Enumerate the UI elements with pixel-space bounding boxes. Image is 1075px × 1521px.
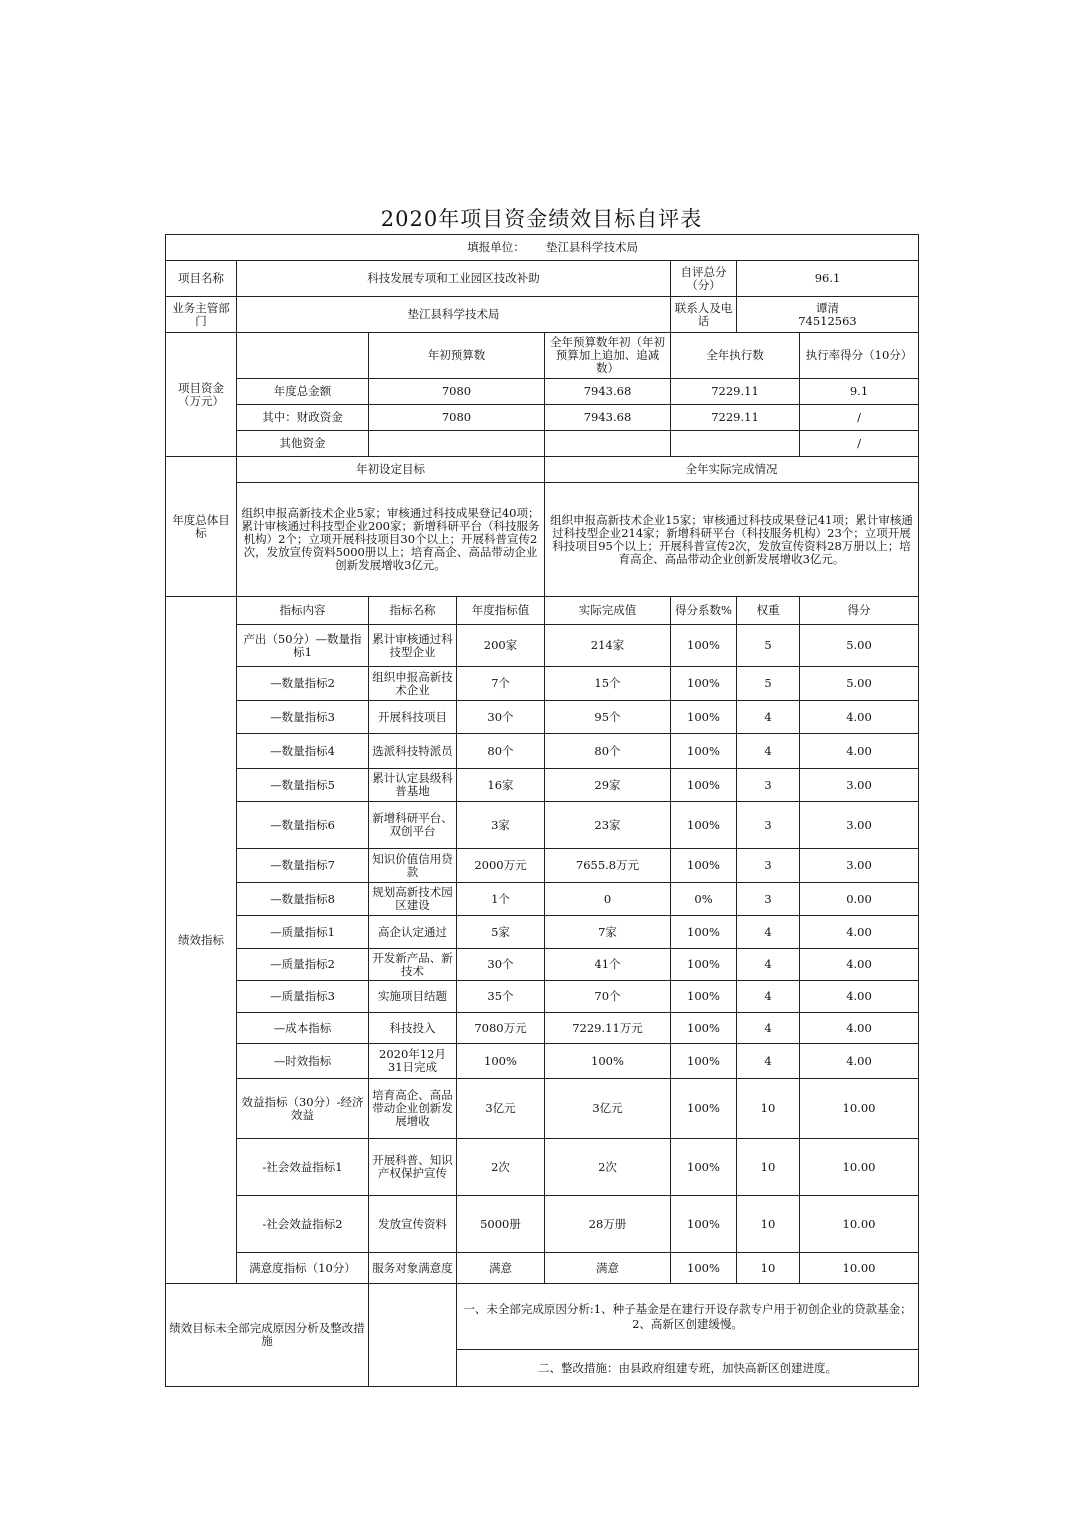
indicator-row	[166, 1079, 919, 1139]
indicator-actual: 70个	[545, 981, 671, 1013]
goals-col-actual: 全年实际完成情况	[545, 457, 919, 483]
ind-header-name: 指标名称	[369, 597, 457, 625]
contact-phone: 74512563	[798, 313, 857, 328]
indicator-weight: 10	[737, 1253, 800, 1284]
indicator-row	[166, 981, 919, 1013]
indicator-name: 实施项目结题	[369, 981, 457, 1013]
indicator-coef: 100%	[671, 769, 737, 802]
indicator-actual: 2次	[545, 1139, 671, 1196]
indicator-actual: 7家	[545, 916, 671, 949]
indicator-actual: 0	[545, 883, 671, 916]
indicator-row	[166, 883, 919, 916]
indicator-score: 0.00	[800, 883, 919, 916]
analysis-measures: 二、整改措施：由县政府组建专班，加快高新区创建进度。	[457, 1350, 919, 1387]
page-title: 2020年项目资金绩效目标自评表	[380, 207, 703, 231]
goals-section-label: 年度总体目标	[166, 457, 237, 597]
ind-header-actual: 实际完成值	[545, 597, 671, 625]
analysis-reason: 一、未全部完成原因分析:1、种子基金是在建行开设存款专户用于初创企业的贷款基金；2、高新区创建缓慢。	[457, 1284, 919, 1350]
indicator-row	[166, 849, 919, 883]
indicator-score: 10.00	[800, 1079, 919, 1139]
indicator-coef: 100%	[671, 981, 737, 1013]
indicator-content: 产出（50分）—数量指标1	[237, 625, 369, 667]
indicator-content: —数量指标7	[237, 849, 369, 883]
indicator-coef: 100%	[671, 916, 737, 949]
ind-header-content: 指标内容	[237, 597, 369, 625]
indicator-actual: 7655.8万元	[545, 849, 671, 883]
funds-row-rate: 9.1	[800, 379, 919, 405]
funds-row-full	[545, 431, 671, 457]
funds-row-initial: 7080	[369, 379, 545, 405]
indicator-coef: 100%	[671, 1139, 737, 1196]
indicator-content: —数量指标4	[237, 734, 369, 769]
indicator-score: 10.00	[800, 1196, 919, 1253]
indicator-target: 3亿元	[457, 1079, 545, 1139]
indicator-coef: 100%	[671, 949, 737, 981]
indicator-target: 16家	[457, 769, 545, 802]
indicator-row	[166, 802, 919, 849]
fill-unit-row	[166, 235, 919, 261]
indicator-actual: 7229.11万元	[545, 1013, 671, 1044]
indicator-target: 7080万元	[457, 1013, 545, 1044]
indicator-target: 3家	[457, 802, 545, 849]
indicator-coef: 100%	[671, 734, 737, 769]
indicator-name: 高企认定通过	[369, 916, 457, 949]
indicator-row	[166, 1253, 919, 1284]
indicator-target: 100%	[457, 1044, 545, 1079]
indicator-actual: 95个	[545, 701, 671, 734]
indicator-score: 3.00	[800, 769, 919, 802]
indicator-weight: 5	[737, 667, 800, 701]
funds-row	[166, 405, 919, 431]
indicator-actual: 41个	[545, 949, 671, 981]
self-score-value: 96.1	[737, 261, 919, 297]
indicator-coef: 100%	[671, 625, 737, 667]
ind-header-target: 年度指标值	[457, 597, 545, 625]
indicator-name: 累计审核通过科技型企业	[369, 625, 457, 667]
indicator-score: 3.00	[800, 802, 919, 849]
indicator-actual: 214家	[545, 625, 671, 667]
indicator-coef: 100%	[671, 667, 737, 701]
indicator-weight: 4	[737, 949, 800, 981]
indicator-row	[166, 916, 919, 949]
funds-row	[166, 431, 919, 457]
indicator-coef: 100%	[671, 1196, 737, 1253]
indicator-score: 5.00	[800, 667, 919, 701]
indicator-coef: 100%	[671, 1079, 737, 1139]
indicator-coef: 100%	[671, 701, 737, 734]
indicator-content: -社会效益指标2	[237, 1196, 369, 1253]
project-name-label: 项目名称	[166, 261, 237, 297]
funds-col-exec: 全年执行数	[671, 333, 800, 379]
fill-unit-value: 垫江县科学技术局	[546, 240, 638, 254]
indicator-score: 4.00	[800, 701, 919, 734]
indicator-row	[166, 667, 919, 701]
indicator-weight: 4	[737, 1044, 800, 1079]
funds-row-exec	[671, 431, 800, 457]
indicator-target: 2000万元	[457, 849, 545, 883]
indicator-target: 35个	[457, 981, 545, 1013]
indicator-row	[166, 949, 919, 981]
indicator-score: 4.00	[800, 734, 919, 769]
indicator-name: 发放宣传资料	[369, 1196, 457, 1253]
goals-col-set: 年初设定目标	[237, 457, 545, 483]
indicator-row	[166, 1013, 919, 1044]
funds-row-exec: 7229.11	[671, 379, 800, 405]
indicator-actual: 3亿元	[545, 1079, 671, 1139]
analysis-blank	[369, 1284, 457, 1387]
funds-row-initial: 7080	[369, 405, 545, 431]
dept-label: 业务主管部门	[166, 297, 237, 333]
indicator-content: —数量指标8	[237, 883, 369, 916]
indicator-weight: 10	[737, 1079, 800, 1139]
indicator-name: 累计认定县级科普基地	[369, 769, 457, 802]
indicator-weight: 10	[737, 1139, 800, 1196]
indicator-actual: 29家	[545, 769, 671, 802]
indicator-row	[166, 734, 919, 769]
funds-section-label: 项目资金（万元）	[166, 333, 237, 457]
indicator-weight: 3	[737, 769, 800, 802]
indicator-target: 30个	[457, 701, 545, 734]
indicator-row	[166, 625, 919, 667]
self-score-label: 自评总分（分）	[671, 261, 737, 297]
indicator-name: 知识价值信用贷款	[369, 849, 457, 883]
indicator-target: 满意	[457, 1253, 545, 1284]
indicator-actual: 100%	[545, 1044, 671, 1079]
indicator-target: 200家	[457, 625, 545, 667]
indicator-content: —数量指标6	[237, 802, 369, 849]
indicator-content: —质量指标3	[237, 981, 369, 1013]
indicator-target: 2次	[457, 1139, 545, 1196]
indicator-coef: 100%	[671, 1253, 737, 1284]
funds-col-full: 全年预算数年初（年初预算加上追加、追减数）	[545, 333, 671, 379]
project-name-value: 科技发展专项和工业园区技改补助	[237, 261, 671, 297]
indicator-name: 2020年12月31日完成	[369, 1044, 457, 1079]
indicator-content: 效益指标（30分）-经济效益	[237, 1079, 369, 1139]
indicator-content: —成本指标	[237, 1013, 369, 1044]
ind-header-weight: 权重	[737, 597, 800, 625]
indicator-coef: 0%	[671, 883, 737, 916]
analysis-label: 绩效目标未全部完成原因分析及整改措施	[166, 1284, 369, 1387]
indicator-name: 新增科研平台、双创平台	[369, 802, 457, 849]
indicator-weight: 4	[737, 916, 800, 949]
indicator-name: 选派科技特派员	[369, 734, 457, 769]
indicator-weight: 4	[737, 701, 800, 734]
indicator-score: 4.00	[800, 1013, 919, 1044]
indicator-weight: 3	[737, 802, 800, 849]
funds-row-rate: /	[800, 431, 919, 457]
evaluation-table	[165, 234, 919, 1387]
indicator-score: 5.00	[800, 625, 919, 667]
indicator-weight: 5	[737, 625, 800, 667]
indicator-row	[166, 1196, 919, 1253]
indicator-coef: 100%	[671, 1013, 737, 1044]
indicator-target: 1个	[457, 883, 545, 916]
indicator-name: 规划高新技术园区建设	[369, 883, 457, 916]
indicator-weight: 4	[737, 981, 800, 1013]
indicator-target: 7个	[457, 667, 545, 701]
indicators-section-label: 绩效指标	[166, 597, 237, 1284]
dept-value: 垫江县科学技术局	[237, 297, 671, 333]
indicator-weight: 10	[737, 1196, 800, 1253]
funds-row-full: 7943.68	[545, 379, 671, 405]
indicator-content: —质量指标2	[237, 949, 369, 981]
funds-row-rate: /	[800, 405, 919, 431]
indicator-score: 10.00	[800, 1139, 919, 1196]
indicator-content: —质量指标1	[237, 916, 369, 949]
indicator-score: 4.00	[800, 949, 919, 981]
ind-header-coef: 得分系数%	[671, 597, 737, 625]
indicator-target: 30个	[457, 949, 545, 981]
indicator-content: —数量指标3	[237, 701, 369, 734]
funds-header-blank	[237, 333, 369, 379]
indicator-name: 培育高企、高品带动企业创新发展增收	[369, 1079, 457, 1139]
funds-row-label: 其中：财政资金	[237, 405, 369, 431]
indicator-actual: 满意	[545, 1253, 671, 1284]
goals-actual-text: 组织申报高新技术企业15家；审核通过科技成果登记41项；累计审核通过科技型企业214家；新增科研平台（科技服务机构）23个；立项开展科技项目95个以上；开展科普宣传2次，发放宣传资料28万册以上；培育高企、高品带动企业创新发展增收3亿元。	[545, 483, 919, 597]
indicator-target: 80个	[457, 734, 545, 769]
indicator-actual: 28万册	[545, 1196, 671, 1253]
indicator-weight: 3	[737, 849, 800, 883]
funds-row-initial	[369, 431, 545, 457]
indicator-weight: 4	[737, 734, 800, 769]
indicator-content: —时效指标	[237, 1044, 369, 1079]
indicator-content: —数量指标2	[237, 667, 369, 701]
indicator-score: 4.00	[800, 1044, 919, 1079]
indicator-name: 科技投入	[369, 1013, 457, 1044]
indicator-score: 3.00	[800, 849, 919, 883]
indicator-row	[166, 769, 919, 802]
funds-row-label: 其他资金	[237, 431, 369, 457]
indicator-name: 组织申报高新技术企业	[369, 667, 457, 701]
indicator-actual: 15个	[545, 667, 671, 701]
indicator-name: 开发新产品、新技术	[369, 949, 457, 981]
indicator-coef: 100%	[671, 802, 737, 849]
indicator-content: —数量指标5	[237, 769, 369, 802]
indicator-coef: 100%	[671, 849, 737, 883]
indicator-content: -社会效益指标1	[237, 1139, 369, 1196]
indicator-score: 4.00	[800, 916, 919, 949]
indicator-row	[166, 1139, 919, 1196]
funds-row	[166, 379, 919, 405]
indicator-score: 10.00	[800, 1253, 919, 1284]
contact-label: 联系人及电话	[671, 297, 737, 333]
funds-row-label: 年度总金额	[237, 379, 369, 405]
indicator-row	[166, 1044, 919, 1079]
funds-row-exec: 7229.11	[671, 405, 800, 431]
indicator-content: 满意度指标（10分）	[237, 1253, 369, 1284]
indicator-weight: 3	[737, 883, 800, 916]
ind-header-score: 得分	[800, 597, 919, 625]
indicator-target: 5家	[457, 916, 545, 949]
indicator-target: 5000册	[457, 1196, 545, 1253]
indicator-score: 4.00	[800, 981, 919, 1013]
indicator-name: 开展科普、知识产权保护宣传	[369, 1139, 457, 1196]
indicator-weight: 4	[737, 1013, 800, 1044]
indicator-coef: 100%	[671, 1044, 737, 1079]
indicator-actual: 80个	[545, 734, 671, 769]
funds-row-full: 7943.68	[545, 405, 671, 431]
indicator-row	[166, 701, 919, 734]
goals-set-text: 组织申报高新技术企业5家；审核通过科技成果登记40项；累计审核通过科技型企业200家；新增科研平台（科技服务机构）2个；立项开展科技项目30个以上；开展科普宣传2次，发放宣传资料5000册以上；培育高企、高品带动企业创新发展增收3亿元。	[237, 483, 545, 597]
fill-unit-label: 填报单位：	[467, 240, 525, 254]
funds-col-initial: 年初预算数	[369, 333, 545, 379]
contact-value	[737, 297, 919, 333]
funds-col-rate: 执行率得分（10分）	[800, 333, 919, 379]
indicator-name: 服务对象满意度	[369, 1253, 457, 1284]
indicator-actual: 23家	[545, 802, 671, 849]
contact-name: 谭清	[816, 300, 839, 315]
indicator-name: 开展科技项目	[369, 701, 457, 734]
